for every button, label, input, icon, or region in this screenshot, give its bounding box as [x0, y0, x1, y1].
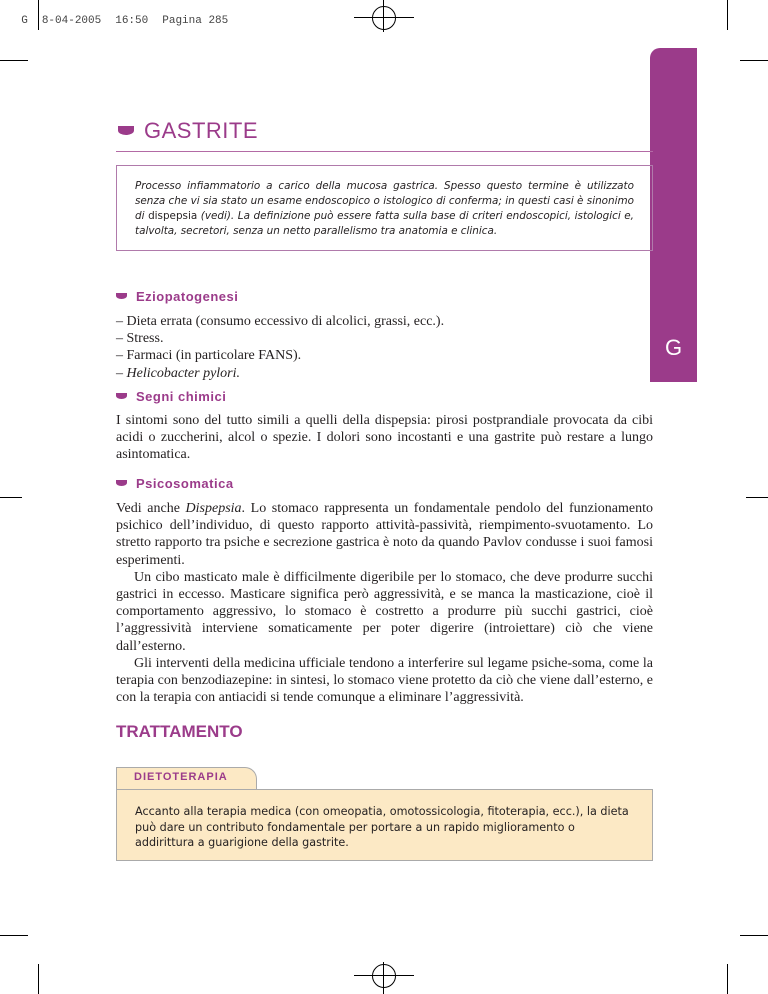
slug-time: 16:50: [115, 15, 149, 27]
definition-ref: dispepsia: [148, 210, 198, 222]
crop-mark-bottom-right-h: [740, 935, 768, 936]
crop-mark-mid-right-h: [746, 497, 768, 498]
paragraph: [116, 500, 653, 569]
leaf-icon: [118, 126, 134, 135]
eziopatogenesi-list: [116, 313, 653, 382]
crop-mark-top-right-h: [740, 60, 768, 61]
section-thumb-tab: [650, 48, 697, 382]
crop-mark-bottom-left-v: [38, 964, 39, 994]
definition-box: [116, 165, 653, 251]
list-item: – Farmaci (in particolare FANS).: [116, 348, 302, 364]
dietoterapia-label: DIETOTERAPIA: [134, 771, 228, 783]
definition-text-end: (vedi). La definizione può essere fatta sulla base di criteri endoscopici, istologici e, talvolta, secretori, senza un netto parallelismo tra anatomia e clinica.: [135, 210, 634, 237]
dietoterapia-box: [116, 789, 653, 861]
thumb-tab-letter: G: [664, 335, 683, 360]
print-slug: [8, 3, 242, 27]
paragraph: I sintomi sono del tutto simili a quelli della dispepsia: pirosi postprandiale provocata da cibi acidi o zuccherini, alcol o spezie. I dolori sono incostanti e una gastrite può restare a lungo asintomatica.: [116, 413, 653, 463]
crop-mark-top-right-v: [727, 0, 728, 30]
paragraph: Un cibo masticato male è difficilmente digeribile per lo stomaco, che deve produrre succhi gastrici in eccesso. Masticare significa però aggressività, e se manca la masticazione, cioè il comportamento aggressivo, lo stomaco è costretto a produrre più succhi gastrici, cioè l’aggressività interviene somaticamente per poter digerire (introiettare) ciò che viene dall’esterno.: [116, 569, 653, 654]
segni-chimici-text: [116, 412, 653, 464]
heading-text: Eziopatogenesi: [136, 289, 239, 304]
leaf-icon: [116, 393, 127, 399]
psicosomatica-text: [116, 500, 653, 706]
heading-text: Psicosomatica: [136, 476, 234, 491]
definition-text: Processo infiammatorio a carico della mucosa gastrica. Spesso questo termine è utilizzato senza che vi sia stato un esame endoscopico o istologico di conferma; in questi casi è sinonimo di: [135, 180, 634, 222]
cross-reference: Dispepsia: [185, 501, 242, 516]
section-heading-psicosomatica: [116, 476, 234, 491]
list-item: – Helicobacter pylori.: [116, 365, 241, 381]
paragraph-text: . Lo stomaco rappresenta un fondamentale pendolo del funzionamento psichico dell’individuo, di questo rapporto attività-passività, riempimento-svuotamento. Lo stretto rapporto tra psiche e secrezione gastrica è noto da quando Pavlov condusse i suoi famosi esperimenti.: [116, 501, 653, 568]
crop-mark-top-left-v: [38, 0, 39, 30]
paragraph: Gli interventi della medicina ufficiale tendono a interferire sul legame psiche-soma, come la terapia con benzodiazepine: in sintesi, lo stomaco viene protetto da ciò che viene dall’esterno, e con la terapia con antiacidi si tende comunque a eliminare l’aggressività.: [116, 655, 653, 706]
leaf-icon: [116, 293, 127, 299]
page-title: [118, 118, 258, 144]
crop-mark-top-left-h: [0, 60, 28, 61]
crop-mark-bottom-left-h: [0, 935, 28, 936]
section-heading-trattamento: TRATTAMENTO: [116, 722, 243, 741]
slug-code: G: [21, 15, 28, 27]
leaf-icon: [116, 480, 127, 486]
paragraph-text: Vedi anche: [116, 501, 186, 516]
section-heading-eziopatogenesi: [116, 289, 238, 304]
slug-page: Pagina 285: [162, 15, 229, 27]
crop-mark-bottom-right-v: [727, 964, 728, 994]
title-text: GASTRITE: [144, 118, 259, 143]
slug-date: 8-04-2005: [41, 15, 102, 27]
section-heading-segni-chimici: [116, 389, 226, 404]
list-item: – Stress.: [116, 331, 164, 347]
crop-mark-mid-left-h: [0, 497, 22, 498]
title-rule: [116, 151, 653, 152]
dietoterapia-text: Accanto alla terapia medica (con omeopatia, omotossicologia, fitoterapia, ecc.), la dieta può dare un contributo fondamentale per portare a un rapido miglioramento o addirittura a guarigione della gastrite.: [135, 805, 629, 850]
list-item: – Dieta errata (consumo eccessivo di alcolici, grassi, ecc.).: [116, 314, 445, 329]
heading-text: Segni chimici: [136, 389, 227, 404]
